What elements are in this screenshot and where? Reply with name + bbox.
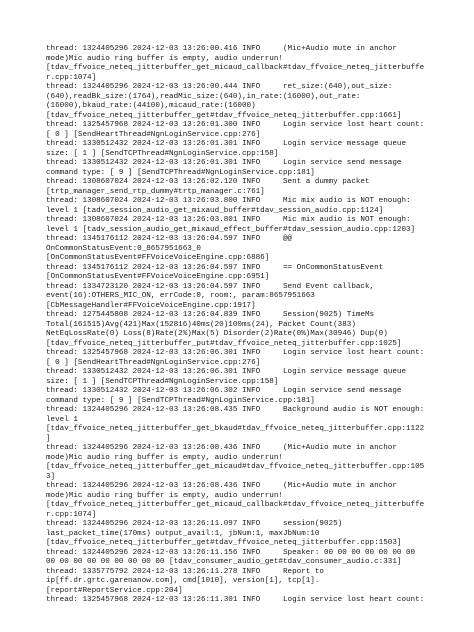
log-line: thread: 1335775792 2024-12-03 13:26:11.278 INFO Report to (46, 567, 324, 576)
log-line: 00 00 00 00 00 00 00 00 00 [tdav_consumer_audio_get#tdav_consumer_audio.c:331] (46, 558, 402, 566)
log-line: thread: 1324405296 2024-12-03 13:26:08.435 INFO Background audio is NOT enough: (46, 406, 425, 414)
log-line: size: [ 1 ] [SendTCPThread#NgnLoginService.cpp:158] (46, 377, 279, 386)
log-line: r.cpp:1074] (46, 510, 97, 519)
log-line: command type: [ 9 ] [SendTCPThread#NgnLoginService.cpp:181] (46, 168, 315, 177)
log-line: thread: 1330512432 2024-12-03 13:26:06.301 INFO Login service message queue (46, 368, 407, 376)
log-line: thread: 1324405296 2024-12-03 13:26:00.444 INFO ret_size:(640),out_size: (46, 83, 393, 91)
log-line: [trtp_manager_send_rtp_dummy#trtp_manager.c:761] (46, 187, 265, 196)
log-line: size: [ 1 ] [SendTCPThread#NgnLoginService.cpp:158] (46, 149, 279, 158)
log-line: [CbMessageHandler#FFVoiceVoiceEngine.cpp:1917] (46, 301, 256, 310)
log-line: command type: [ 9 ] [SendTCPThread#NgnLoginService.cpp:181] (46, 396, 315, 405)
log-line: thread: 1325457968 2024-12-03 13:26:01.300 INFO Login service lost heart count: (46, 121, 425, 129)
log-line: thread: 1324405296 2024-12-03 13:26:11.156 INFO Speaker: 00 00 00 00 00 00 00 (46, 548, 416, 557)
log-line: thread: 1308607024 2024-12-03 13:26:02.120 INFO Sent a dummy packet (46, 178, 370, 186)
log-line: level 1 [tadv_session_audio_get_mixaud_effect_buffer#tdav_session_audio.cpp:1203] (46, 225, 416, 234)
log-line: thread: 1324405296 2024-12-03 13:26:08.436 INFO (Mic+Audio mute in anchor (46, 482, 397, 490)
log-line: thread: 1275445808 2024-12-03 13:26:04.839 INFO Session(9025) TimeMs (46, 311, 375, 319)
log-line: ] (46, 434, 51, 443)
log-line: (640),readBk_size:(1764),readMic_size:(640),in_rate:(16000),out_rate: (46, 92, 361, 101)
log-line: (16000),bkaud_rate:(44100),micaud_rate:(16000) (46, 102, 256, 110)
log-line: thread: 1330512432 2024-12-03 13:26:01.301 INFO Login service send message (46, 159, 402, 167)
log-line: level 1 (46, 415, 78, 424)
log-line: mode)Mic audio ring buffer is empty, audio underrun! (46, 453, 283, 462)
log-line: thread: 1308607024 2024-12-03 13:26:03.801 INFO Mic mix audio is NOT enough: (46, 216, 411, 224)
log-line: thread: 1308607024 2024-12-03 13:26:03.800 INFO Mic mix audio is NOT enough: (46, 197, 411, 205)
log-line: ip[ff.dr.grtc.garenanow.com], cmd[1010], version[1], tcp[1]. (46, 577, 320, 585)
log-line: [tdav_ffvoice_neteq_jitterbuffer_get#tdav_ffvoice_neteq_jitterbuffer.cpp:1503] (46, 539, 402, 547)
log-line: thread: 1330512432 2024-12-03 13:26:01.301 INFO Login service message queue (46, 140, 407, 148)
log-line: [ 0 ] [SendHeartThread#NgnLoginService.cpp:276] (46, 130, 261, 139)
log-line: thread: 1324405296 2024-12-03 13:26:00.416 INFO (Mic+Audio mute in anchor (46, 45, 397, 53)
log-line: [OnCommonStatusEvent#FFVoiceVoiceEngine.cpp:6886] (46, 254, 270, 262)
log-line: thread: 1324405296 2024-12-03 13:26:11.097 INFO session(9025) (46, 520, 343, 528)
log-line: [tdav_ffvoice_neteq_jitterbuffer_get_bkaud#tdav_ffvoice_neteq_jitterbuffer.cpp:1122 (46, 425, 425, 433)
log-line: r.cpp:1074] (46, 73, 97, 82)
log-line: [tdav_ffvoice_neteq_jitterbuffer_get#tdav_ffvoice_neteq_jitterbuffer.cpp:1661] (46, 111, 402, 120)
log-line: 3] (46, 472, 56, 481)
log-line: [tdav_ffvoice_neteq_jitterbuffer_get_micaud_callback#tdav_ffvoice_neteq_jitterbuffe (46, 64, 425, 72)
log-line: thread: 1325457968 2024-12-03 13:26:06.301 INFO Login service lost heart count: (46, 349, 425, 357)
log-line: event(16):OTHERS_MIC_ON, errCode:0, room:, param:8657951663 (46, 292, 315, 300)
log-line: thread: 1325457968 2024-12-03 13:26:11.301 INFO Login service lost heart count: (46, 596, 425, 604)
log-line: thread: 1324405296 2024-12-03 13:26:08.436 INFO (Mic+Audio mute in anchor (46, 444, 397, 452)
log-line: thread: 1330512432 2024-12-03 13:26:06.302 INFO Login service send message (46, 387, 402, 395)
log-line: Total(161515)Avg(421)Max(152816)40ms(20)100ms(24), Packet Count(383) (46, 320, 356, 329)
log-line: [tdav_ffvoice_neteq_jitterbuffer_get_micaud_callback#tdav_ffvoice_neteq_jitterbuffe (46, 501, 425, 509)
log-line: level 1 [tadv_session_audio_get_mixaud_buffer#tdav_session_audio.cpp:1124] (46, 206, 384, 215)
log-line: [report#ReportService.cpp:204] (46, 586, 183, 595)
log-line: [OnCommonStatusEvent#FFVoiceVoiceEngine.cpp:6951] (46, 273, 270, 281)
log-line: thread: 1334723120 2024-12-03 13:26:04.597 INFO Send Event callback, (46, 282, 375, 291)
log-line: [tdav_ffvoice_neteq_jitterbuffer_put#tdav_ffvoice_neteq_jitterbuffer.cpp:1025] (46, 339, 402, 348)
log-line: NetEqLossRate(0) Loss(8)Rate(2%)Max(5) Disorder(2)Rate(0%)Max(30946) Dup(0) (46, 330, 388, 338)
log-line: mode)Mic audio ring buffer is empty, audio underrun! (46, 54, 283, 63)
log-text-page (46, 45, 466, 606)
log-line: mode)Mic audio ring buffer is empty, audio underrun! (46, 491, 283, 500)
log-line: last_packet_time(170ms) output_avail:1, jbNum:1, maxJbNum:10 (46, 529, 320, 538)
log-line: [ 0 ] [SendHeartThread#NgnLoginService.cpp:276] (46, 358, 261, 367)
log-line: [tdav_ffvoice_neteq_jitterbuffer_get_micaud#tdav_ffvoice_neteq_jitterbuffer.cpp:105 (46, 463, 425, 471)
log-line: thread: 1345176112 2024-12-03 13:26:04.597 INFO @@ (46, 235, 293, 243)
log-line: thread: 1345176112 2024-12-03 13:26:04.597 INFO == OnCommonStatusEvent (46, 263, 384, 272)
log-line: OnCommonStatusEvent:0_8657951663_0 (46, 244, 201, 253)
